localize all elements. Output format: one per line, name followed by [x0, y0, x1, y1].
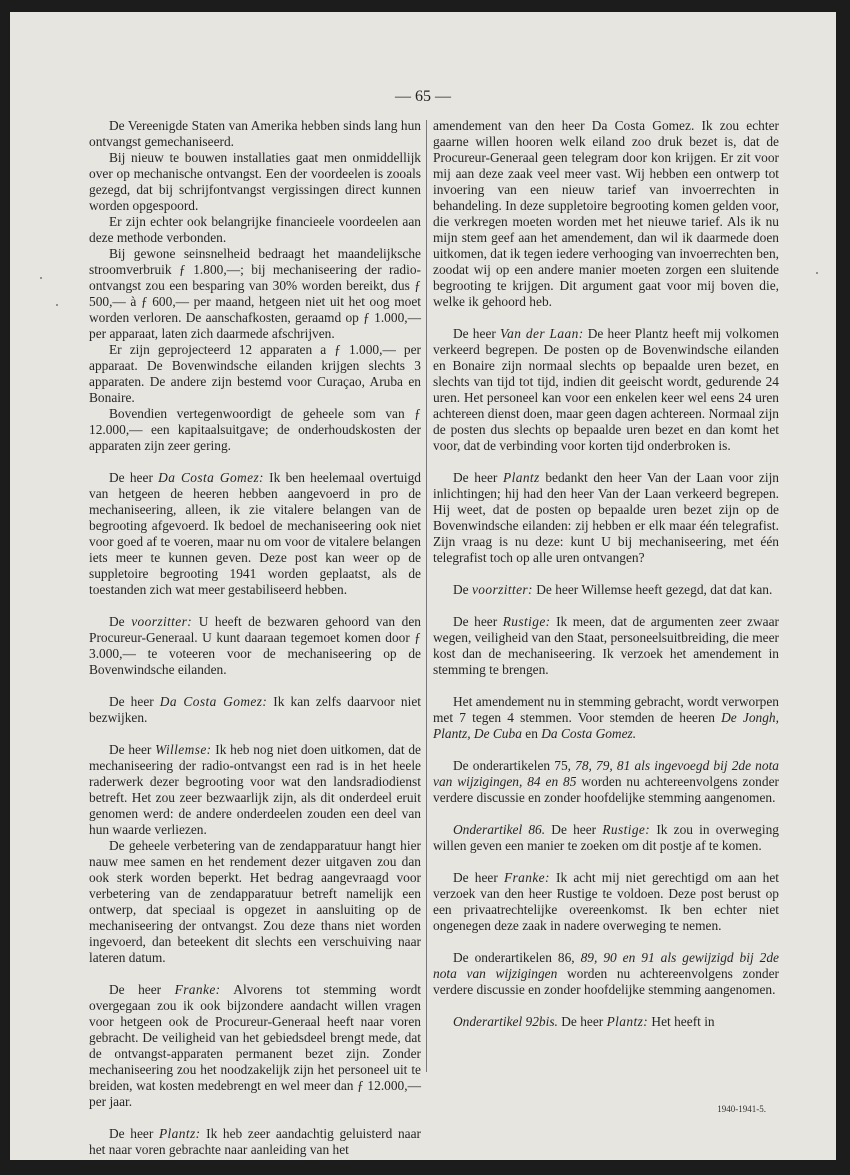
- paragraph-l1: Bij nieuw te bouwen installaties gaat men onmiddellijk over op mechanische ontvangst. Een der voordeelen is zooals gezegd, dat bij schrijfontvangst vergissingen direct kunnen worden opgespoord.: [89, 150, 421, 213]
- paragraph-l4: Er zijn geprojecteerd 12 apparaten a ƒ 1.000,— per apparaat. De Bovenwindsche eilanden krijgen slechts 3 apparaten. De andere zijn bestemd voor Curaçao, Aruba en Bonaire.: [89, 342, 421, 405]
- speaker-name: Willemse:: [155, 742, 212, 757]
- paragraph-l2: Er zijn echter ook belangrijke financieele voordeelen aan deze methode verbonden.: [89, 214, 421, 245]
- speaker-name: Plantz: [503, 470, 540, 485]
- paragraph-r5: Het amendement nu in stemming gebracht, wordt verworpen met 7 tegen 4 stemmen. Voor stemden de heeren De Jongh, Plantz, De Cuba en Da Costa Gomez.: [433, 694, 779, 741]
- speaker-name: Rustige:: [602, 822, 651, 837]
- paragraph-r9: De onderartikelen 86, 89, 90 en 91 als gewijzigd bij 2de nota van wijzigingen worden nu achtereenvolgens zonder verdere discussie en zonder hoofdelijke stemming aangenomen.: [433, 950, 779, 997]
- article-numbers: 89, 90 en 91 als gewijzigd bij 2de nota van wijzigingen: [433, 950, 779, 981]
- paragraph-l12: De heer Plantz: Ik heb zeer aandachtig geluisterd naar het naar voren gebrachte naar aanleiding van het: [89, 1126, 421, 1157]
- paragraph-r10: Onderartikel 92bis. De heer Plantz: Het heeft in: [453, 1014, 715, 1029]
- paragraph-r2: De heer Plantz bedankt den heer Van der Laan voor zijn inlichtingen; hij had den heer Van der Laan verkeerd begrepen. Hij weet, dat de posten op bepaalde uren bezet zijn op de Bovenwindsche eilanden: zij hebben er elk maar één telegrafist. Zijn vraag is nu deze: kunt U bij mechaniseering, met één telegrafist toch op alle uren ontvangen?: [433, 470, 779, 565]
- paragraph-r4: De heer Rustige: Ik meen, dat de argumenten zeer zwaar wegen, veiligheid van den Staat, personeelsuitbreiding, die meer kost dan de mechaniseering. Ik verzoek het amendement in stemming te brengen.: [433, 614, 779, 677]
- paper-speck: [816, 272, 818, 274]
- right-column: [433, 118, 779, 1030]
- speaker-name: Da Costa Gomez:: [158, 470, 264, 485]
- paragraph-l0: De Vereenigde Staten van Amerika hebben sinds lang hun ontvangst gemechaniseerd.: [89, 118, 421, 149]
- speaker-name: Franke:: [174, 982, 221, 997]
- paragraph-r7: Onderartikel 86. De heer Rustige: Ik zou in overweging willen geven een manier te zoeken om dit postje af te komen.: [433, 822, 779, 853]
- paragraph-l3: Bij gewone seinsnelheid bedraagt het maandelijksche stroomverbruik ƒ 1.800,—; bij mechaniseering der radio-ontvangst zou een besparing van 30% worden bereikt, dus ƒ 500,— à ƒ 600,— per maand, hetgeen niet uit het oog moet worden verloren. De aanschafkosten, geraamd op ƒ 1.000,— per apparaat, laten zich daarmede afschrijven.: [89, 246, 421, 341]
- speaker-name: voorzitter:: [471, 582, 533, 597]
- paragraph-l6: De heer Da Costa Gomez: Ik ben heelemaal overtuigd van hetgeen de heeren hebben aangevoerd in pro de mechaniseering, alleen, ik zie vitalere belangen van de begrooting afgevoerd. Ik bedoel de mechaniseering ook niet voor goed af te voeren, maar nu om voor de vitalere belangen iets meer te kunnen geven. Deze post kan weer op de suppletoire begrooting 1941 worden geplaatst, als de toestanden zich wat meer gestabiliseerd hebben.: [89, 470, 421, 597]
- paragraph-l11: De heer Franke: Alvorens tot stemming wordt overgegaan zou ik ook bijzondere aandacht willen vragen voor hetgeen ook de Procureur-Generaal heeft naar voren gebracht. De veiligheid van het gebiedsdeel brengt mede, dat de ontvangst-apparaten permanent bezet zijn. Zonder mechaniseering zou het noodzakelijk zijn het personeel uit te breiden, wat kosten medebrengt en wel meer dan ƒ 12.000,— per jaar.: [89, 982, 421, 1109]
- speaker-name: Plantz:: [606, 1014, 649, 1029]
- speaker-name: Franke:: [503, 870, 550, 885]
- page-number: — 65 —: [395, 88, 451, 105]
- paragraph-r8: De heer Franke: Ik acht mij niet gerechtigd om aan het verzoek van den heer Rustige te voldoen. Deze post berust op een privaatrechtelijke overeenkomst. Ik ben echter niet ongenegen deze zaak in nadere overweging te nemen.: [433, 870, 779, 933]
- paragraph-r0: amendement van den heer Da Costa Gomez. Ik zou echter gaarne willen hooren welk eiland zoo druk bezet is, dat de Procureur-Generaal geen telegram door kon krijgen. Er zit voor mij aan deze zaak veel meer vast. Wij hebben een ontwerp tot invoering van een nieuw tarief van invoerrechten in behandeling. In deze suppletoire begrooting komen gelden voor, die verkregen moeten worden met het nieuwe tarief. Als ik nu mijn stem geef aan het amendement, dan wil ik daarmede doen uitkomen, dat ik tegen iedere verhooging van invoerrechten ben, zoodat wij op een andere manier moeten zorgen een sluitende begrooting te krijgen. Dit argument gaat voor mij boven die, welke ik gehoord heb.: [433, 118, 779, 309]
- member-names: De Jongh, Plantz, De Cuba: [433, 710, 779, 741]
- speaker-name: Van der Laan:: [500, 326, 584, 341]
- paragraph-l8: De heer Da Costa Gomez: Ik kan zelfs daarvoor niet bezwijken.: [89, 694, 421, 725]
- paragraph-l9: De heer Willemse: Ik heb nog niet doen uitkomen, dat de mechaniseering der radio-ontvangst een rad is in het heele raderwerk dezer begrooting voor wat den landsradiodienst betreft. Het zou zeer bezwaarlijk zijn, als dit onderdeel eruit genomen werd: de andere onderdeelen zouden een deel van hun waarde verliezen.: [89, 742, 421, 837]
- article-heading: Onderartikel 86.: [453, 822, 546, 837]
- speaker-name: Rustige:: [502, 614, 551, 629]
- article-heading: Onderartikel 92bis.: [453, 1014, 558, 1029]
- paragraph-l7: De voorzitter: U heeft de bezwaren gehoord van den Procureur-Generaal. U kunt daaraan tegemoet komen door ƒ 3.000,— te voteeren voor de mechaniseering op de Bovenwindsche eilanden.: [89, 614, 421, 677]
- speaker-name: Da Costa Gomez:: [159, 694, 268, 709]
- article-numbers: 78, 79, 81 als ingevoegd bij 2de nota van wijzigingen, 84 en 85: [433, 758, 779, 789]
- left-column: [89, 118, 421, 1158]
- paper-speck: [40, 277, 42, 279]
- paragraph-r3: De voorzitter: De heer Willemse heeft gezegd, dat dat kan.: [453, 582, 773, 597]
- member-names: Da Costa Gomez.: [541, 726, 637, 741]
- column-divider: [426, 120, 427, 1072]
- speaker-name: Plantz:: [158, 1126, 201, 1141]
- paragraph-l10: De geheele verbetering van de zendapparatuur hangt hier nauw mee samen en het rendement dezer uitgaven zou dan ook sterk worden beperkt. Het bedrag aangevraagd voor verbetering van de zendapparatuur betreft namelijk een ontwerp, dat speciaal is opgezet in aansluiting op de mechaniseering der ontvangst. Zou deze thans niet worden ingevoerd, dan beteekent dit slechts een verschuiving naar lateren datum.: [89, 838, 421, 965]
- footer-code: 1940-1941-5.: [717, 1104, 766, 1114]
- document-page: [10, 12, 836, 1160]
- paragraph-r6: De onderartikelen 75, 78, 79, 81 als ingevoegd bij 2de nota van wijzigingen, 84 en 85 worden nu achtereenvolgens zonder verdere discussie en zonder hoofdelijke stemming aangenomen.: [433, 758, 779, 805]
- speaker-name: voorzitter:: [131, 614, 193, 629]
- paragraph-l5: Bovendien vertegenwoordigt de geheele som van ƒ 12.000,— een kapitaalsuitgave; de onderhoudskosten der apparaten zijn zeer gering.: [89, 406, 421, 453]
- paper-speck: [56, 304, 58, 306]
- paragraph-r1: De heer Van der Laan: De heer Plantz heeft mij volkomen verkeerd begrepen. De posten op de Bovenwindsche eilanden en Bonaire zijn normaal slechts op bepaalde uren bezet, en slechts van tijd tot tijd, indien dit geeischt wordt, gedurende 24 uren. Het personeel kan voor een enkelen keer wel eens 24 uren achtereen dienst doen, maar geen dagen achtereen. Normaal zijn de posten dus slechts op bepaalde uren bezet en dan komt het voor, dat de verbinding voor korten tijd onderbroken is.: [433, 326, 780, 453]
